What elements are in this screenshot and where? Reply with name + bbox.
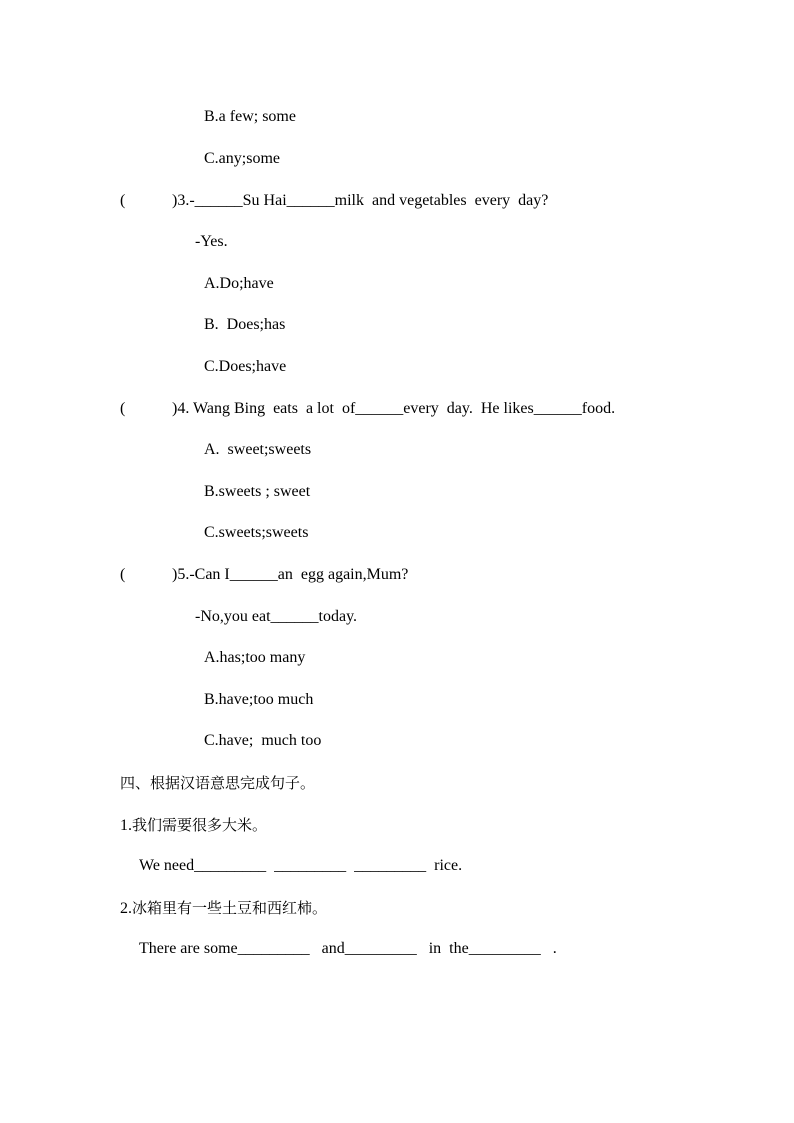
q3-option-a: A.Do;have — [204, 275, 274, 292]
q3-option-b: B. Does;has — [204, 316, 286, 333]
item-1-number: 1. — [120, 817, 132, 834]
q3-option-c: C.Does;have — [204, 358, 287, 375]
q4-stem: )4. Wang Bing eats a lot of______every day. He likes______food. — [172, 400, 616, 417]
q2-option-b: B.a few; some — [204, 108, 296, 125]
q5-answer-paren: ( — [120, 566, 126, 583]
item-2-number: 2. — [120, 900, 132, 917]
q5-stem: )5.-Can I______an egg again,Mum? — [172, 566, 409, 583]
item-1-answer-line: We need_________ _________ _________ rice. — [139, 857, 463, 874]
q4-answer-paren: ( — [120, 400, 126, 417]
q2-option-c: C.any;some — [204, 150, 280, 167]
q5-answer: -No,you eat______today. — [195, 608, 358, 625]
q4-option-a: A. sweet;sweets — [204, 441, 312, 458]
item-2-prompt: 冰箱里有一些土豆和西红柿。 — [132, 899, 328, 917]
q4-option-c: C.sweets;sweets — [204, 524, 309, 541]
item-1-prompt: 我们需要很多大米。 — [132, 816, 268, 834]
q3-answer: -Yes. — [195, 233, 228, 250]
q3-answer-paren: ( — [120, 192, 126, 209]
q5-option-a: A.has;too many — [204, 649, 306, 666]
q4-option-b: B.sweets ; sweet — [204, 483, 311, 500]
section-4-item-2 — [120, 898, 327, 918]
q5-option-b: B.have;too much — [204, 691, 314, 708]
section-4-heading: 四、根据汉语意思完成句子。 — [120, 774, 316, 792]
q5-option-c: C.have; much too — [204, 732, 322, 749]
q3-stem: )3.-______Su Hai______milk and vegetables every day? — [172, 192, 549, 209]
section-4-item-1 — [120, 815, 267, 835]
item-2-answer-line: There are some_________ and_________ in the_________ . — [139, 940, 557, 957]
